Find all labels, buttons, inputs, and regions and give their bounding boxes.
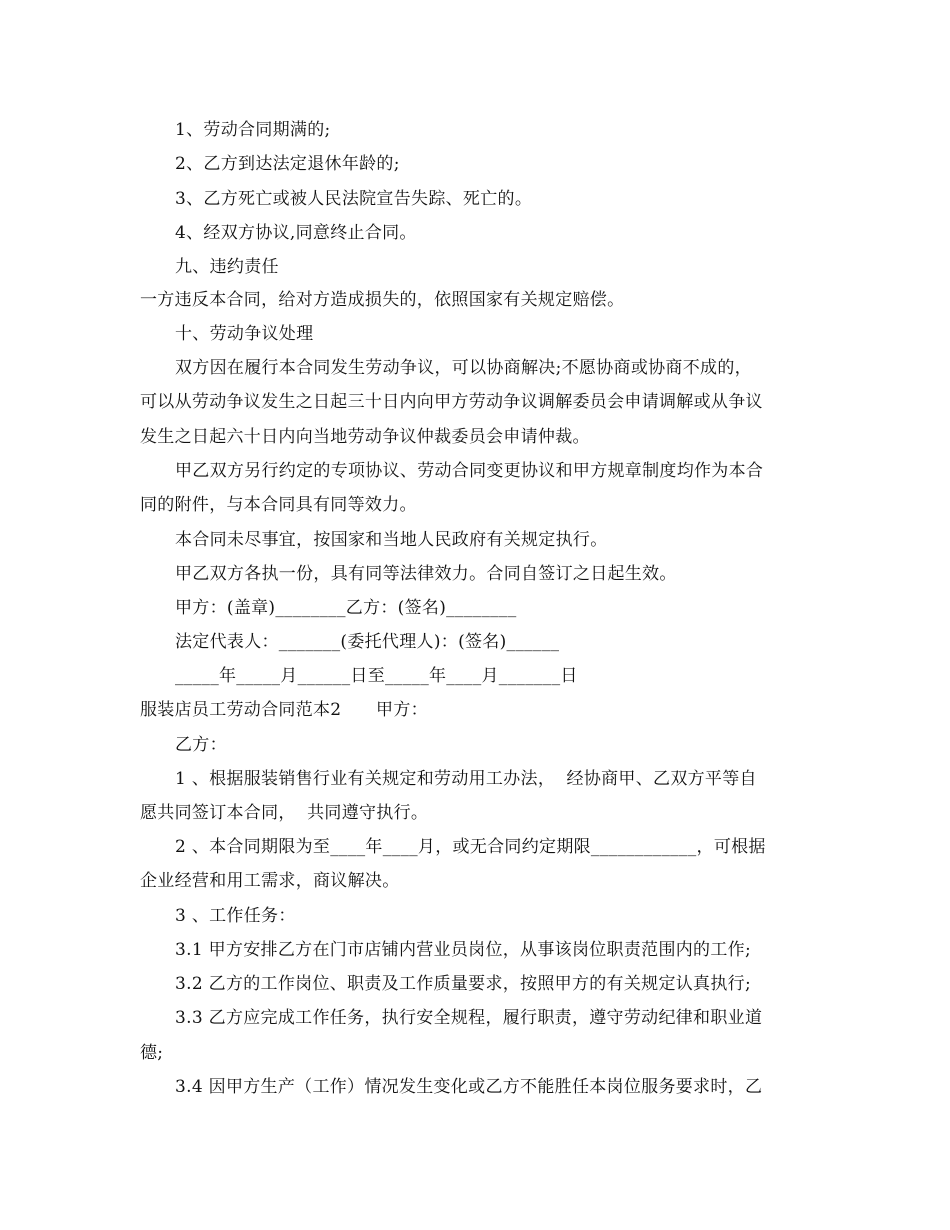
text-line: 一方违反本合同，给对方造成损失的，依照国家有关规定赔偿。 (140, 290, 625, 310)
text-line: 1 、根据服装销售行业有关规定和劳动用工办法， 经协商甲、乙双方平等自 (175, 769, 757, 789)
text-line: 3.1 甲方安排乙方在门市店铺内营业员岗位，从事该岗位职责范围内的工作; (175, 940, 751, 960)
section-heading: 十、劳动争议处理 (175, 324, 314, 344)
text-line: 3、乙方死亡或被人民法院宣告失踪、死亡的。 (175, 189, 533, 209)
text-line: 可以从劳动争议发生之日起三十日内向甲方劳动争议调解委员会申请调解或从争议 (140, 392, 763, 412)
text-line: 同的附件，与本合同具有同等效力。 (140, 495, 417, 515)
text-line: 企业经营和用工需求，商议解决。 (140, 871, 400, 891)
text-line: 3 、工作任务： (175, 906, 296, 926)
text-line: 本合同未尽事宜，按国家和当地人民政府有关规定执行。 (175, 530, 608, 550)
text-line: 4、经双方协议,同意终止合同。 (175, 223, 417, 243)
signature-line: 法定代表人：_______(委托代理人)：(签名)______ (175, 632, 560, 652)
text-line: 2、乙方到达法定退休年龄的; (175, 154, 400, 174)
text-line: 3.4 因甲方生产（工作）情况发生变化或乙方不能胜任本岗位服务要求时，乙 (175, 1077, 763, 1097)
text-line: 甲乙双方另行约定的专项协议、劳动合同变更协议和甲方规章制度均作为本合 (175, 461, 764, 481)
document-title: 服装店员工劳动合同范本2 甲方： (140, 700, 428, 720)
text-line: 发生之日起六十日内向当地劳动争议仲裁委员会申请仲裁。 (140, 427, 590, 447)
date-line: _____年_____月______日至_____年____月_______日 (175, 666, 578, 686)
text-line: 双方因在履行本合同发生劳动争议，可以协商解决;不愿协商或协商不成的， (175, 358, 752, 378)
text-line: 乙方： (175, 735, 227, 755)
text-line: 2 、本合同期限为至____年____月，或无合同约定期限____________，可根据 (175, 837, 766, 857)
text-line: 甲乙双方各执一份，具有同等法律效力。合同自签订之日起生效。 (175, 564, 677, 584)
text-line: 德; (140, 1043, 164, 1063)
text-line: 愿共同签订本合同， 共同遵守执行。 (140, 803, 429, 823)
text-line: 3.2 乙方的工作岗位、职责及工作质量要求，按照甲方的有关规定认真执行; (175, 974, 751, 994)
text-line: 1、劳动合同期满的; (175, 120, 331, 140)
signature-line: 甲方：(盖章)________乙方：(签名)________ (175, 598, 517, 618)
text-line: 3.3 乙方应完成工作任务，执行安全规程，履行职责，遵守劳动纪律和职业道 (175, 1008, 763, 1028)
section-heading: 九、违约责任 (175, 257, 279, 277)
